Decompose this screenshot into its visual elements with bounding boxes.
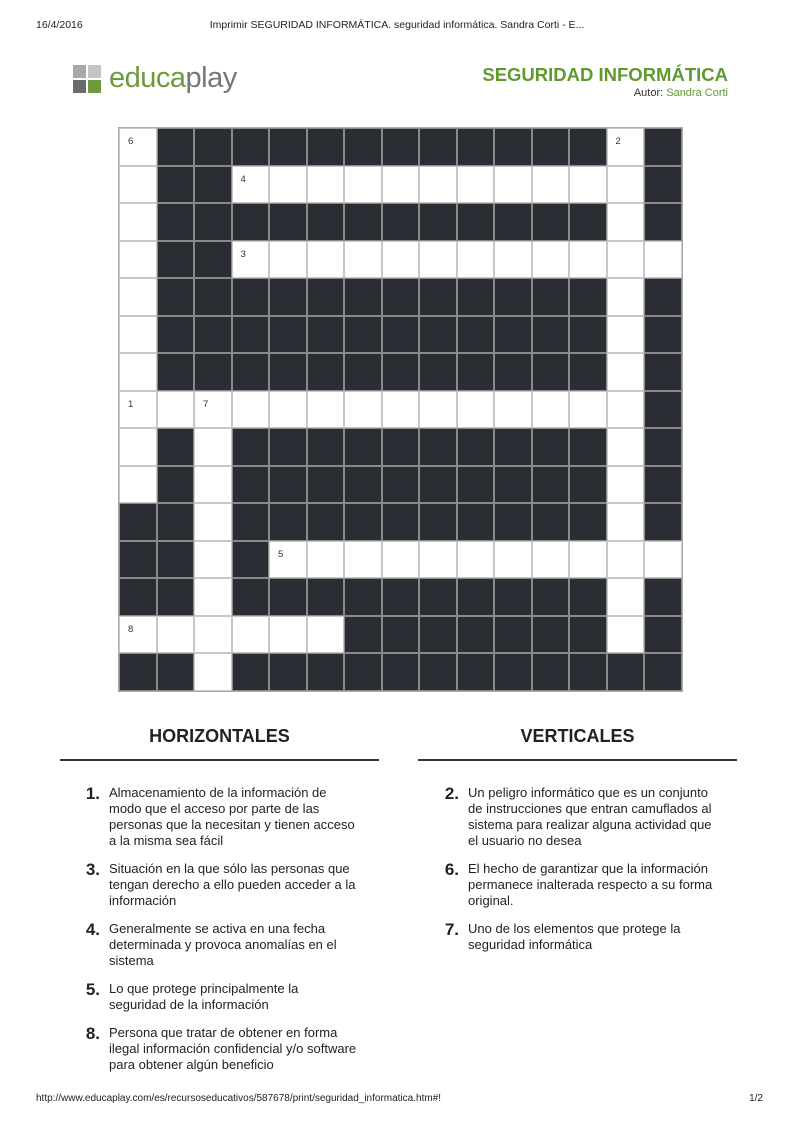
letter-cell[interactable] bbox=[194, 616, 232, 654]
clue-item bbox=[81, 861, 381, 909]
blocked-cell bbox=[644, 278, 682, 316]
clue-item bbox=[81, 921, 381, 969]
blocked-cell bbox=[119, 541, 157, 579]
blocked-cell bbox=[232, 278, 270, 316]
clue-item bbox=[440, 921, 740, 953]
letter-cell[interactable] bbox=[644, 241, 682, 279]
letter-cell[interactable] bbox=[232, 166, 270, 204]
blocked-cell bbox=[532, 316, 570, 354]
blocked-cell bbox=[232, 541, 270, 579]
blocked-cell bbox=[269, 278, 307, 316]
clue-num: 5. bbox=[85, 980, 100, 999]
blocked-cell bbox=[607, 653, 645, 691]
blocked-cell bbox=[157, 653, 195, 691]
crossword-grid bbox=[118, 127, 683, 692]
blocked-cell bbox=[307, 203, 345, 241]
letter-cell[interactable] bbox=[494, 166, 532, 204]
blocked-cell bbox=[157, 278, 195, 316]
letter-cell[interactable] bbox=[607, 166, 645, 204]
blocked-cell bbox=[232, 653, 270, 691]
letter-cell[interactable] bbox=[194, 541, 232, 579]
blocked-cell bbox=[344, 428, 382, 466]
divider bbox=[418, 759, 737, 761]
letter-cell[interactable] bbox=[157, 616, 195, 654]
page-number: 1/2 bbox=[749, 1093, 763, 1104]
print-title: Imprimir SEGURIDAD INFORMÁTICA. seguridad informática. Sandra Corti - E... bbox=[209, 19, 585, 31]
clue-num: 8. bbox=[85, 1024, 100, 1043]
blocked-cell bbox=[494, 578, 532, 616]
puzzle-title: SEGURIDAD INFORMÁTICA bbox=[482, 64, 728, 85]
blocked-cell bbox=[569, 316, 607, 354]
blocked-cell bbox=[344, 578, 382, 616]
blocked-cell bbox=[119, 503, 157, 541]
clue-text: Un peligro informático que es un conjunto de instrucciones que entran camuflados al sistema para realizar alguna actividad que el usuario no desea bbox=[468, 785, 712, 848]
blocked-cell bbox=[494, 278, 532, 316]
clue-text: Situación en la que sólo las personas que tengan derecho a ello pueden acceder a la información bbox=[109, 861, 356, 908]
blocked-cell bbox=[569, 653, 607, 691]
letter-cell[interactable] bbox=[419, 166, 457, 204]
letter-cell[interactable] bbox=[644, 541, 682, 579]
letter-cell[interactable] bbox=[119, 278, 157, 316]
blocked-cell bbox=[269, 503, 307, 541]
clue-item bbox=[440, 861, 740, 909]
blocked-cell bbox=[344, 128, 382, 166]
blocked-cell bbox=[232, 203, 270, 241]
logo-text-educa: educa bbox=[109, 62, 186, 94]
blocked-cell bbox=[532, 616, 570, 654]
letter-cell[interactable] bbox=[607, 353, 645, 391]
blocked-cell bbox=[494, 128, 532, 166]
letter-cell[interactable] bbox=[607, 391, 645, 429]
letter-cell[interactable] bbox=[194, 391, 232, 429]
blocked-cell bbox=[307, 428, 345, 466]
letter-cell[interactable] bbox=[457, 391, 495, 429]
blocked-cell bbox=[382, 128, 420, 166]
blocked-cell bbox=[194, 241, 232, 279]
letter-cell[interactable] bbox=[382, 391, 420, 429]
blocked-cell bbox=[382, 466, 420, 504]
blocked-cell bbox=[494, 428, 532, 466]
blocked-cell bbox=[232, 128, 270, 166]
blocked-cell bbox=[344, 278, 382, 316]
letter-cell[interactable] bbox=[382, 241, 420, 279]
clue-item bbox=[440, 785, 740, 849]
blocked-cell bbox=[194, 166, 232, 204]
blocked-cell bbox=[382, 353, 420, 391]
letter-cell[interactable] bbox=[307, 616, 345, 654]
letter-cell[interactable] bbox=[269, 241, 307, 279]
clue-number: 4 bbox=[240, 173, 246, 185]
blocked-cell bbox=[344, 466, 382, 504]
blocked-cell bbox=[157, 316, 195, 354]
clue-number: 1 bbox=[128, 398, 134, 410]
blocked-cell bbox=[457, 428, 495, 466]
letter-cell[interactable] bbox=[157, 391, 195, 429]
author-label: Autor: bbox=[633, 87, 664, 99]
letter-cell[interactable] bbox=[607, 203, 645, 241]
letter-cell[interactable] bbox=[419, 541, 457, 579]
blocked-cell bbox=[269, 578, 307, 616]
letter-cell[interactable] bbox=[344, 541, 382, 579]
clue-num: 6. bbox=[444, 860, 459, 879]
clue-num: 7. bbox=[444, 920, 459, 939]
letter-cell[interactable] bbox=[344, 391, 382, 429]
clue-number: 3 bbox=[240, 248, 246, 260]
clue-number: 8 bbox=[128, 623, 134, 635]
blocked-cell bbox=[157, 203, 195, 241]
verticales-heading: VERTICALES bbox=[520, 726, 635, 746]
blocked-cell bbox=[457, 578, 495, 616]
blocked-cell bbox=[382, 503, 420, 541]
author-line bbox=[634, 87, 728, 99]
letter-cell[interactable] bbox=[494, 391, 532, 429]
blocked-cell bbox=[494, 353, 532, 391]
horizontales-heading: HORIZONTALES bbox=[149, 726, 290, 746]
letter-cell[interactable] bbox=[119, 241, 157, 279]
blocked-cell bbox=[419, 428, 457, 466]
clue-number: 7 bbox=[203, 398, 209, 410]
blocked-cell bbox=[419, 466, 457, 504]
letter-cell[interactable] bbox=[532, 241, 570, 279]
blocked-cell bbox=[569, 128, 607, 166]
blocked-cell bbox=[457, 278, 495, 316]
blocked-cell bbox=[569, 578, 607, 616]
clue-text: Almacenamiento de la información de modo que el acceso por parte de las personas que la necesitan y tienen acceso a la misma sea fácil bbox=[109, 785, 355, 848]
blocked-cell bbox=[419, 503, 457, 541]
clue-item bbox=[81, 1025, 381, 1073]
blocked-cell bbox=[644, 166, 682, 204]
blocked-cell bbox=[457, 616, 495, 654]
blocked-cell bbox=[232, 316, 270, 354]
letter-cell[interactable] bbox=[569, 166, 607, 204]
letter-cell[interactable] bbox=[119, 466, 157, 504]
letter-cell[interactable] bbox=[532, 391, 570, 429]
letter-cell[interactable] bbox=[232, 616, 270, 654]
author-link[interactable]: Sandra Corti bbox=[666, 87, 728, 99]
blocked-cell bbox=[644, 616, 682, 654]
letter-cell[interactable] bbox=[457, 541, 495, 579]
logo-text-play: play bbox=[185, 62, 237, 94]
blocked-cell bbox=[569, 503, 607, 541]
blocked-cell bbox=[382, 616, 420, 654]
blocked-cell bbox=[532, 653, 570, 691]
blocked-cell bbox=[419, 203, 457, 241]
blocked-cell bbox=[532, 278, 570, 316]
divider bbox=[60, 759, 379, 761]
blocked-cell bbox=[494, 653, 532, 691]
clue-num: 1. bbox=[85, 784, 100, 803]
letter-cell[interactable] bbox=[119, 353, 157, 391]
blocked-cell bbox=[157, 166, 195, 204]
letter-cell[interactable] bbox=[607, 128, 645, 166]
blocked-cell bbox=[457, 128, 495, 166]
blocked-cell bbox=[457, 466, 495, 504]
blocked-cell bbox=[382, 316, 420, 354]
letter-cell[interactable] bbox=[307, 391, 345, 429]
letter-cell[interactable] bbox=[119, 166, 157, 204]
letter-cell[interactable] bbox=[532, 166, 570, 204]
blocked-cell bbox=[569, 353, 607, 391]
blocked-cell bbox=[382, 653, 420, 691]
blocked-cell bbox=[457, 653, 495, 691]
blocked-cell bbox=[157, 578, 195, 616]
blocked-cell bbox=[344, 503, 382, 541]
blocked-cell bbox=[344, 616, 382, 654]
blocked-cell bbox=[194, 203, 232, 241]
letter-cell[interactable] bbox=[607, 541, 645, 579]
blocked-cell bbox=[382, 578, 420, 616]
letter-cell[interactable] bbox=[194, 503, 232, 541]
letter-cell[interactable] bbox=[457, 166, 495, 204]
blocked-cell bbox=[532, 428, 570, 466]
blocked-cell bbox=[419, 278, 457, 316]
letter-cell[interactable] bbox=[494, 241, 532, 279]
letter-cell[interactable] bbox=[194, 428, 232, 466]
letter-cell[interactable] bbox=[269, 541, 307, 579]
blocked-cell bbox=[157, 466, 195, 504]
letter-cell[interactable] bbox=[607, 616, 645, 654]
letter-cell[interactable] bbox=[307, 241, 345, 279]
blocked-cell bbox=[269, 653, 307, 691]
blocked-cell bbox=[119, 653, 157, 691]
blocked-cell bbox=[644, 466, 682, 504]
blocked-cell bbox=[344, 203, 382, 241]
clue-num: 3. bbox=[85, 860, 100, 879]
blocked-cell bbox=[269, 316, 307, 354]
blocked-cell bbox=[307, 578, 345, 616]
blocked-cell bbox=[307, 316, 345, 354]
blocked-cell bbox=[532, 503, 570, 541]
letter-cell[interactable] bbox=[269, 166, 307, 204]
blocked-cell bbox=[157, 128, 195, 166]
blocked-cell bbox=[419, 353, 457, 391]
blocked-cell bbox=[232, 428, 270, 466]
blocked-cell bbox=[569, 466, 607, 504]
letter-cell[interactable] bbox=[457, 241, 495, 279]
blocked-cell bbox=[194, 316, 232, 354]
letter-cell[interactable] bbox=[532, 541, 570, 579]
blocked-cell bbox=[157, 241, 195, 279]
blocked-cell bbox=[307, 653, 345, 691]
blocked-cell bbox=[644, 128, 682, 166]
blocked-cell bbox=[644, 203, 682, 241]
blocked-cell bbox=[269, 466, 307, 504]
blocked-cell bbox=[644, 353, 682, 391]
blocked-cell bbox=[307, 503, 345, 541]
blocked-cell bbox=[419, 316, 457, 354]
blocked-cell bbox=[269, 428, 307, 466]
blocked-cell bbox=[532, 128, 570, 166]
blocked-cell bbox=[157, 541, 195, 579]
letter-cell[interactable] bbox=[119, 316, 157, 354]
blocked-cell bbox=[569, 203, 607, 241]
blocked-cell bbox=[419, 653, 457, 691]
letter-cell[interactable] bbox=[419, 241, 457, 279]
blocked-cell bbox=[382, 203, 420, 241]
horizontal-clues-list bbox=[81, 785, 381, 1085]
blocked-cell bbox=[457, 503, 495, 541]
letter-cell[interactable] bbox=[419, 391, 457, 429]
letter-cell[interactable] bbox=[194, 653, 232, 691]
letter-cell[interactable] bbox=[194, 466, 232, 504]
letter-cell[interactable] bbox=[607, 241, 645, 279]
clue-text: El hecho de garantizar que la información permanece inalterada respecto a su forma original. bbox=[468, 861, 713, 908]
letter-cell[interactable] bbox=[607, 466, 645, 504]
blocked-cell bbox=[157, 428, 195, 466]
vertical-clues-list bbox=[440, 785, 740, 965]
blocked-cell bbox=[569, 428, 607, 466]
clue-text: Generalmente se activa en una fecha determinada y provoca anomalías en el sistema bbox=[109, 921, 337, 968]
blocked-cell bbox=[307, 128, 345, 166]
letter-cell[interactable] bbox=[269, 391, 307, 429]
clue-item bbox=[81, 785, 381, 849]
blocked-cell bbox=[307, 466, 345, 504]
clue-number: 5 bbox=[278, 548, 284, 560]
footer-url: http://www.educaplay.com/es/recursoseducativos/587678/print/seguridad_informatica.htm#! bbox=[36, 1093, 442, 1104]
blocked-cell bbox=[232, 578, 270, 616]
letter-cell[interactable] bbox=[494, 541, 532, 579]
blocked-cell bbox=[232, 466, 270, 504]
logo-squares-icon bbox=[73, 65, 101, 93]
blocked-cell bbox=[494, 616, 532, 654]
blocked-cell bbox=[232, 353, 270, 391]
blocked-cell bbox=[194, 278, 232, 316]
blocked-cell bbox=[269, 128, 307, 166]
blocked-cell bbox=[457, 203, 495, 241]
letter-cell[interactable] bbox=[269, 616, 307, 654]
letter-cell[interactable] bbox=[307, 166, 345, 204]
letter-cell[interactable] bbox=[569, 541, 607, 579]
letter-cell[interactable] bbox=[607, 316, 645, 354]
blocked-cell bbox=[457, 353, 495, 391]
clue-number: 6 bbox=[128, 136, 134, 147]
blocked-cell bbox=[307, 353, 345, 391]
letter-cell[interactable] bbox=[382, 541, 420, 579]
print-date: 16/4/2016 bbox=[36, 19, 83, 31]
blocked-cell bbox=[269, 353, 307, 391]
letter-cell[interactable] bbox=[569, 241, 607, 279]
blocked-cell bbox=[644, 653, 682, 691]
blocked-cell bbox=[644, 391, 682, 429]
letter-cell[interactable] bbox=[569, 391, 607, 429]
blocked-cell bbox=[644, 428, 682, 466]
blocked-cell bbox=[419, 578, 457, 616]
clue-num: 2. bbox=[444, 784, 459, 803]
blocked-cell bbox=[194, 128, 232, 166]
blocked-cell bbox=[457, 316, 495, 354]
blocked-cell bbox=[307, 278, 345, 316]
letter-cell[interactable] bbox=[119, 616, 157, 654]
blocked-cell bbox=[157, 503, 195, 541]
blocked-cell bbox=[419, 616, 457, 654]
blocked-cell bbox=[644, 503, 682, 541]
clue-number: 2 bbox=[615, 136, 621, 147]
letter-cell[interactable] bbox=[607, 578, 645, 616]
blocked-cell bbox=[419, 128, 457, 166]
blocked-cell bbox=[494, 503, 532, 541]
blocked-cell bbox=[194, 353, 232, 391]
blocked-cell bbox=[532, 466, 570, 504]
clue-text: Lo que protege principalmente la seguridad de la información bbox=[109, 981, 299, 1012]
blocked-cell bbox=[494, 466, 532, 504]
blocked-cell bbox=[344, 353, 382, 391]
blocked-cell bbox=[494, 316, 532, 354]
letter-cell[interactable] bbox=[119, 203, 157, 241]
letter-cell[interactable] bbox=[119, 391, 157, 429]
blocked-cell bbox=[232, 503, 270, 541]
blocked-cell bbox=[494, 203, 532, 241]
blocked-cell bbox=[269, 203, 307, 241]
clue-text: Persona que tratar de obtener en forma ilegal información confidencial y/o software para obtener algún beneficio bbox=[109, 1025, 357, 1072]
letter-cell[interactable] bbox=[607, 428, 645, 466]
blocked-cell bbox=[344, 316, 382, 354]
letter-cell[interactable] bbox=[344, 166, 382, 204]
letter-cell[interactable] bbox=[119, 428, 157, 466]
blocked-cell bbox=[157, 353, 195, 391]
letter-cell[interactable] bbox=[194, 578, 232, 616]
letter-cell[interactable] bbox=[232, 241, 270, 279]
letter-cell[interactable] bbox=[232, 391, 270, 429]
letter-cell[interactable] bbox=[119, 128, 157, 166]
letter-cell[interactable] bbox=[344, 241, 382, 279]
blocked-cell bbox=[569, 616, 607, 654]
educaplay-logo bbox=[73, 62, 237, 95]
blocked-cell bbox=[532, 203, 570, 241]
blocked-cell bbox=[569, 278, 607, 316]
letter-cell[interactable] bbox=[607, 278, 645, 316]
blocked-cell bbox=[382, 428, 420, 466]
blocked-cell bbox=[119, 578, 157, 616]
clue-num: 4. bbox=[85, 920, 100, 939]
letter-cell[interactable] bbox=[607, 503, 645, 541]
blocked-cell bbox=[382, 278, 420, 316]
blocked-cell bbox=[344, 653, 382, 691]
clue-item bbox=[81, 981, 381, 1013]
letter-cell[interactable] bbox=[307, 541, 345, 579]
blocked-cell bbox=[644, 316, 682, 354]
blocked-cell bbox=[644, 578, 682, 616]
blocked-cell bbox=[532, 578, 570, 616]
clue-text: Uno de los elementos que protege la seguridad informática bbox=[468, 921, 681, 952]
letter-cell[interactable] bbox=[382, 166, 420, 204]
blocked-cell bbox=[532, 353, 570, 391]
